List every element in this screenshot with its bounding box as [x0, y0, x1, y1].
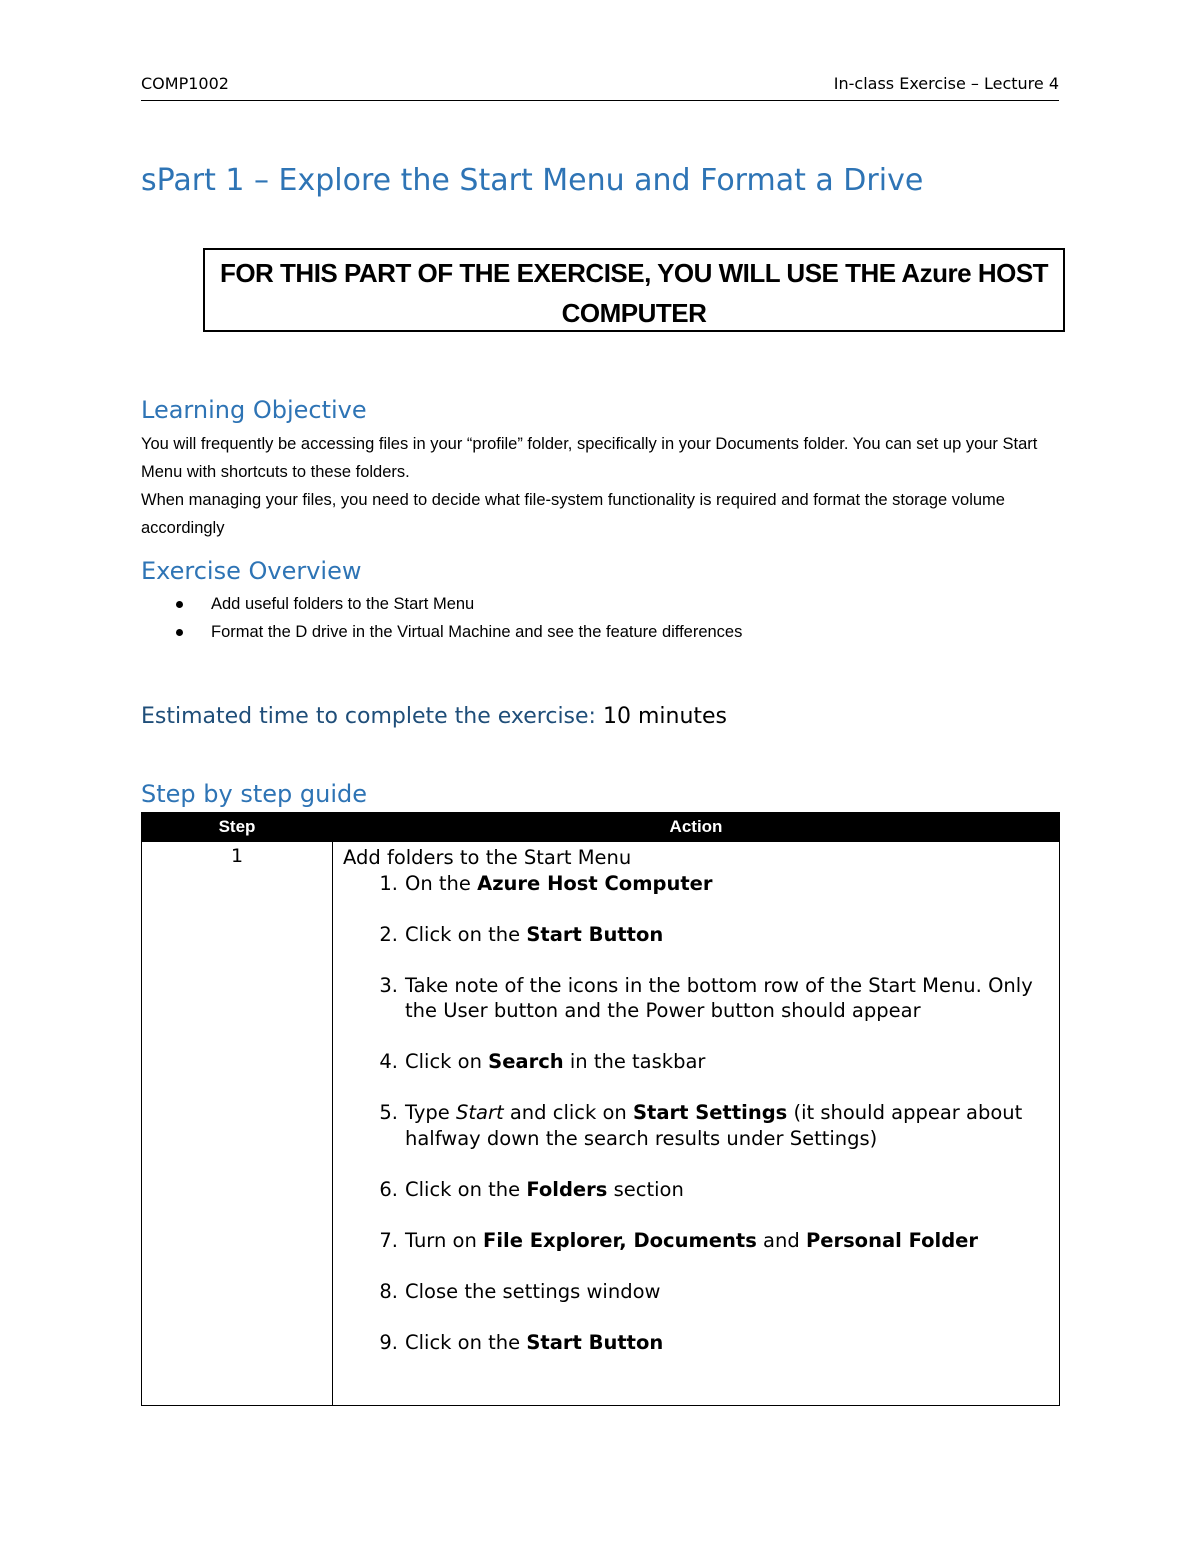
item-number: 2.: [379, 922, 398, 946]
exercise-overview-heading: Exercise Overview: [141, 557, 362, 585]
item-text: Click on the: [405, 1330, 527, 1354]
item-number: 7.: [379, 1228, 398, 1252]
bold-text: Start Settings: [632, 1101, 788, 1124]
column-header-step: Step: [142, 813, 333, 842]
bullet-icon: [176, 629, 183, 636]
item-text: Type: [405, 1101, 456, 1124]
action-list: [343, 871, 1049, 1356]
step-guide-heading: Step by step guide: [141, 780, 367, 808]
item-number: 3.: [379, 973, 398, 997]
notice-box: [203, 248, 1065, 332]
step-intro: Add folders to the Start Menu: [343, 846, 632, 869]
step-table: [141, 812, 1060, 1406]
table-header-row: [142, 813, 1060, 842]
overview-item-text: Format the D drive in the Virtual Machine and see the feature differences: [211, 623, 743, 641]
bold-text: Personal Folder: [805, 1228, 979, 1252]
notice-line-1: FOR THIS PART OF THE EXERCISE, YOU WILL USE THE Azure HOST: [219, 258, 1049, 288]
table-row: [142, 842, 1060, 1406]
item-text: section: [607, 1177, 684, 1201]
bold-text: Start Button: [526, 1330, 664, 1354]
item-text: (it should appear about halfway down the search results under Settings): [405, 1101, 1023, 1150]
item-text: Take note of the icons in the bottom row of the Start Menu. Only the User button and the Power button should appear: [405, 973, 1033, 1022]
part-title: sPart 1 – Explore the Start Menu and Format a Drive: [141, 163, 924, 198]
item-text: Click on: [405, 1050, 489, 1073]
learning-objective-paragraph-2: When managing your files, you need to decide what file-system functionality is required and format the storage volume accordingly: [141, 491, 1005, 537]
learning-objective-paragraph-1: You will frequently be accessing files in your “profile” folder, specifically in your Documents folder. You can set up your Start Menu with shortcuts to these folders.: [141, 435, 1038, 481]
item-number: 4.: [379, 1050, 398, 1073]
learning-objective-text: [141, 430, 1061, 542]
list-item: [141, 590, 1061, 618]
estimated-time-value: 10 minutes: [602, 704, 728, 729]
item-text: and: [756, 1228, 806, 1252]
list-item: [343, 973, 1049, 1024]
item-text: Click on the: [405, 922, 527, 946]
header-title: In-class Exercise – Lecture 4: [833, 74, 1059, 93]
italic-text: Start: [456, 1101, 504, 1124]
item-text: On the: [405, 871, 478, 895]
item-text: Click on the: [405, 1177, 527, 1201]
item-number: 1.: [379, 871, 398, 895]
list-item: [343, 1177, 1049, 1203]
estimated-time-label: Estimated time to complete the exercise:: [141, 704, 596, 729]
item-text: Close the settings window: [405, 1279, 661, 1303]
column-header-action: Action: [333, 813, 1060, 842]
notice-line-2: COMPUTER: [561, 298, 707, 328]
estimated-time: [141, 704, 727, 729]
list-item: [343, 922, 1049, 948]
item-number: 6.: [379, 1177, 398, 1201]
bold-text: Folders: [526, 1177, 608, 1201]
item-number: 9.: [379, 1330, 398, 1354]
bold-text: Azure Host Computer: [477, 871, 713, 895]
learning-objective-heading: Learning Objective: [141, 396, 367, 424]
step-action: [333, 842, 1060, 1406]
list-item: [343, 1049, 1049, 1075]
step-number: 1: [142, 842, 333, 1406]
item-text: Turn on: [405, 1228, 484, 1252]
item-number: 5.: [379, 1101, 398, 1124]
list-item: [141, 618, 1061, 646]
item-text: and click on: [503, 1101, 633, 1124]
list-item: [343, 871, 1049, 897]
course-code: COMP1002: [141, 74, 229, 93]
list-item: [343, 1100, 1049, 1151]
list-item: [343, 1330, 1049, 1356]
bold-text: Search: [488, 1050, 564, 1073]
overview-item-text: Add useful folders to the Start Menu: [211, 595, 475, 613]
bold-text: Start Button: [526, 922, 664, 946]
page-header: [141, 74, 1059, 101]
list-item: [343, 1228, 1049, 1254]
bold-text: File Explorer, Documents: [483, 1228, 757, 1252]
item-text: in the taskbar: [563, 1050, 706, 1073]
item-number: 8.: [379, 1279, 398, 1303]
overview-list: [141, 590, 1061, 646]
bullet-icon: [176, 601, 183, 608]
list-item: [343, 1279, 1049, 1305]
